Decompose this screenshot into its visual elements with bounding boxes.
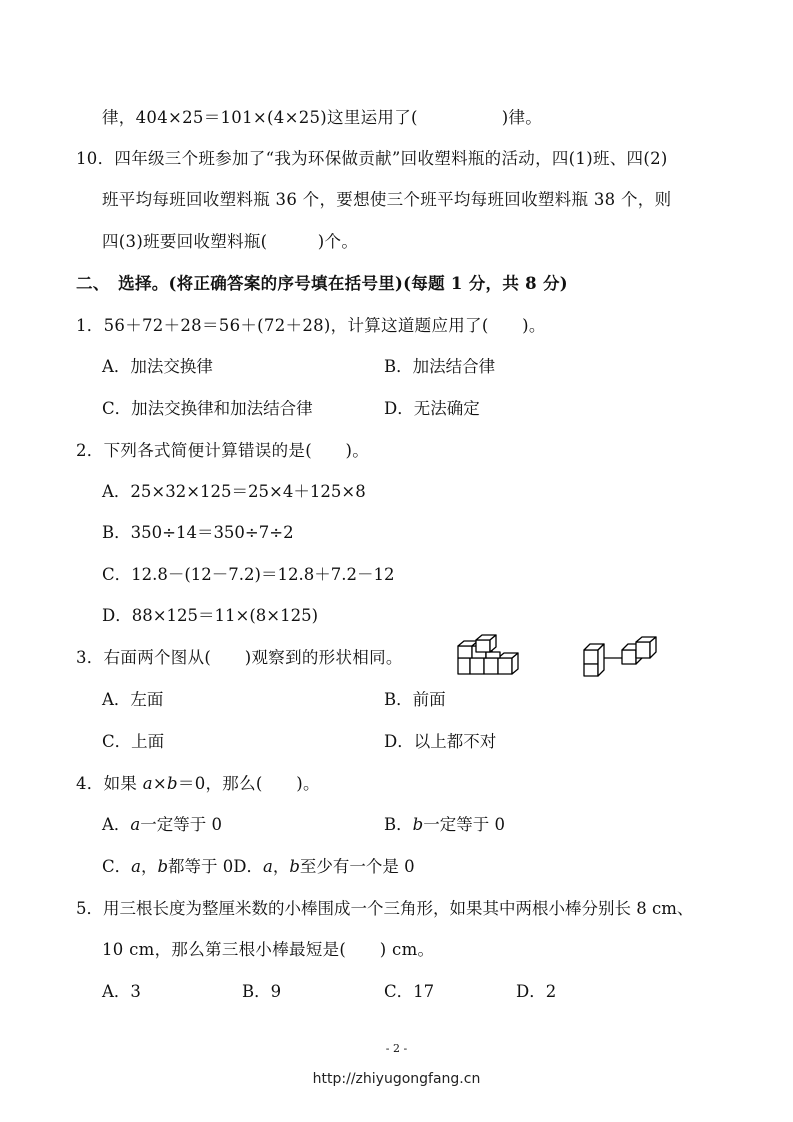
q4-cd-post: 至少有一个是 0: [299, 857, 415, 876]
q4-cd-var1: a: [131, 857, 141, 876]
q4-b-pre: B．: [384, 815, 413, 834]
mc-q2-option-c: C．12.8－(12－7.2)＝12.8＋7.2－12: [102, 565, 395, 584]
mc-q5-line-1: 5．用三根长度为整厘米数的小棒围成一个三角形，如果其中两根小棒分别长 8 cm、: [76, 899, 694, 918]
q4-b-var: b: [412, 815, 424, 834]
mc-q5-option-d: D．2: [516, 982, 557, 1001]
mc-q4-option-cd: [102, 856, 415, 878]
q10-line-2: 班平均每班回收塑料瓶 36 个，要想使三个班平均每班回收塑料瓶 38 个，则: [102, 190, 672, 209]
q4-a-var: a: [130, 815, 141, 834]
mc-q2-option-a: A．25×32×125＝25×4＋125×8: [102, 482, 366, 501]
q9-continued-line: 律，404×25＝101×(4×25)这里运用了( )律。: [102, 108, 543, 127]
q4-stem-pre: 4．如果: [76, 774, 143, 793]
q10-line-3: 四(3)班要回收塑料瓶( )个。: [102, 232, 359, 251]
mc-q4-option-b: [384, 814, 505, 836]
q4-cd-var4: b: [289, 857, 300, 876]
mc-q3-option-b: B．前面: [384, 690, 446, 709]
mc-q5-option-b: B．9: [242, 982, 282, 1001]
q4-stem-post: ＝0，那么( )。: [177, 774, 320, 793]
mc-q5-option-c: C．17: [384, 982, 435, 1001]
mc-q4-option-a: [102, 814, 222, 836]
website-url[interactable]: http://zhiyugongfang.cn: [312, 1071, 481, 1087]
cube-figure-1: [452, 632, 532, 678]
q4-cd-mid1: ，: [140, 857, 158, 876]
page-number: - 2 -: [385, 1042, 408, 1055]
cube-figure-2: [578, 632, 664, 678]
mc-q2-option-b: B．350÷14＝350÷7÷2: [102, 523, 294, 542]
mc-q5-line-2: 10 cm，那么第三根小棒最短是( ) cm。: [102, 940, 435, 959]
mc-q3-stem: 3．右面两个图从( )观察到的形状相同。: [76, 648, 403, 667]
mc-q5-option-a: A．3: [102, 982, 141, 1001]
q4-cd-mid3: ，: [272, 857, 290, 876]
mc-q3-option-a: A．左面: [102, 690, 164, 709]
q4-a-post: 一定等于 0: [140, 815, 223, 834]
q4-cd-pre: C．: [102, 857, 132, 876]
mc-q3-option-d: D．以上都不对: [384, 732, 497, 751]
mc-q1-stem: 1．56＋72＋28＝56＋(72＋28)，计算这道题应用了( )。: [76, 316, 546, 335]
mc-q1-option-d: D．无法确定: [384, 399, 480, 418]
q10-line-1: 10．四年级三个班参加了“我为环保做贡献”回收塑料瓶的活动，四(1)班、四(2): [76, 149, 668, 168]
mc-q1-option-b: B．加法结合律: [384, 357, 496, 376]
mc-q1-option-a: A．加法交换律: [102, 357, 213, 376]
q4-cd-mid2: 都等于 0D．: [168, 857, 264, 876]
mc-q3-option-c: C．上面: [102, 732, 165, 751]
mc-q2-option-d: D．88×125＝11×(8×125): [102, 606, 319, 625]
mc-q2-stem: 2．下列各式简便计算错误的是( )。: [76, 441, 370, 460]
mc-q1-option-c: C．加法交换律和加法结合律: [102, 399, 313, 418]
q4-var-b: b: [167, 774, 178, 793]
q4-b-post: 一定等于 0: [423, 815, 505, 834]
q4-cd-var3: a: [263, 857, 273, 876]
section-2-heading: 二、 选择。(将正确答案的序号填在括号里)(每题 1 分，共 8 分): [76, 274, 568, 293]
mc-q4-stem: [76, 773, 320, 795]
q4-cd-var2: b: [157, 857, 169, 876]
q4-times: ×: [152, 774, 168, 793]
q4-var-a: a: [142, 774, 153, 793]
q4-a-pre: A．: [102, 815, 131, 834]
